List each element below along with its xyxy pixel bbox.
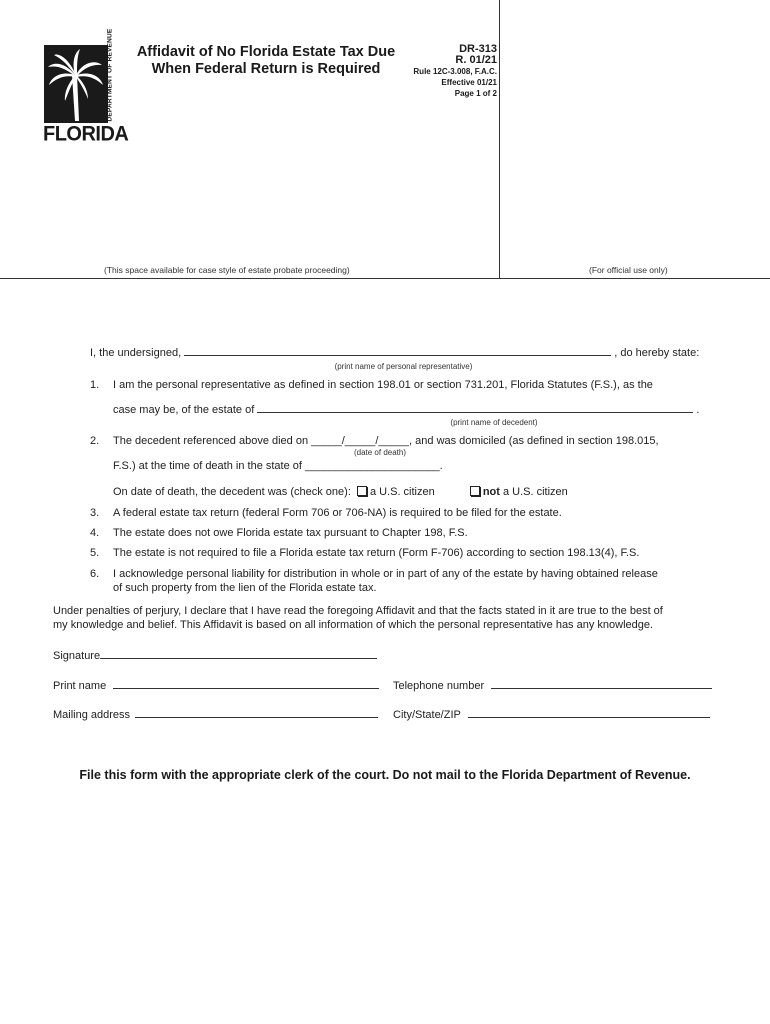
title-line-1: Affidavit of No Florida Estate Tax Due [136,44,396,60]
item-5-text: The estate is not required to file a Florida estate tax return (Form F-706) according to section 198.13(4), F.S. [113,547,640,559]
item-3-text: A federal estate tax return (federal Form 706 or 706-NA) is required to be filed for the estate. [113,507,562,519]
not-us-citizen-label: a U.S. citizen [502,486,568,498]
item-1-number: 1. [90,379,100,391]
florida-logo-text: FLORIDA [43,122,129,146]
form-number: DR-313 [459,43,497,55]
city-state-zip-row [393,709,710,721]
item-2-line-2: F.S.) at the time of death in the state of [113,460,302,472]
signature-label: Signature [53,650,101,662]
title-line-2: When Federal Return is Required [151,61,381,77]
item-2-line-1 [113,435,659,447]
us-citizen-checkbox[interactable] [357,486,367,496]
form-title [126,44,406,78]
signature-field[interactable] [100,658,377,659]
form-revision: R. 01/21 [455,54,497,66]
not-label: not [482,486,500,498]
print-name-row [53,680,379,692]
print-name-label: Print name [53,680,107,692]
print-name-field[interactable] [113,688,379,689]
item-6-number: 6. [90,568,100,580]
header-divider-vertical [499,0,500,279]
signature-row [53,650,377,662]
mailing-address-row [53,709,378,721]
intro-suffix: , do hereby state: [614,347,700,359]
filing-instruction: File this form with the appropriate clerk of the court. Do not mail to the Florida Department of Revenue. [79,768,691,782]
state-field[interactable]: ______________________. [305,460,443,472]
form-number-block [395,44,497,99]
item-2-text-a: The decedent referenced above died on [113,435,309,447]
city-state-zip-field[interactable] [468,717,710,718]
palm-tree-logo [44,45,108,123]
telephone-row [393,680,712,692]
mailing-address-label: Mailing address [53,709,131,721]
item-1-line-2-row: case may be, of the estate of . [113,404,700,416]
item-2-line-2-row [113,460,443,472]
mailing-address-field[interactable] [135,717,378,718]
date-of-death-caption: (date of death) [353,448,407,457]
us-citizen-label: a U.S. citizen [369,486,435,498]
telephone-label: Telephone number [393,680,485,692]
intro-prefix: I, the undersigned, [90,347,182,359]
item-3-number: 3. [90,507,100,519]
decedent-name-caption: (print name of decedent) [450,418,538,427]
representative-name-field[interactable] [184,355,611,356]
not-us-citizen-checkbox[interactable] [470,486,480,496]
city-state-zip-label: City/State/ZIP [393,709,461,721]
form-page: Page 1 of 2 [454,89,497,98]
citizenship-label: On date of death, the decedent was (check one): [113,486,351,498]
representative-name-caption: (print name of personal representative) [334,362,473,371]
intro-line [90,347,699,359]
dept-of-revenue-label: DEPARTMENT OF REVENUE [106,28,114,122]
item-5-number: 5. [90,547,100,559]
item-2-text-b: , and was domiciled (as defined in section 198.015, [409,435,659,447]
case-style-caption: (This space available for case style of estate probate proceeding) [104,265,350,275]
form-rule: Rule 12C-3.008, F.A.C. [413,67,497,76]
perjury-line-1: Under penalties of perjury, I declare that I have read the foregoing Affidavit and that the facts stated in it are true to the best of [53,605,663,617]
perjury-line-2: my knowledge and belief. This Affidavit is based on all information of which the personal representative has any knowledge. [53,619,654,631]
header-divider-horizontal [0,278,770,279]
item-1-line-2: case may be, of the estate of [113,404,255,416]
item-6-line-1: I acknowledge personal liability for distribution in whole or in part of any of the estate by having obtained release [113,568,658,580]
official-use-caption: (For official use only) [589,265,668,275]
item-4-number: 4. [90,527,100,539]
form-effective: Effective 01/21 [441,78,497,87]
decedent-name-field[interactable] [257,412,693,413]
date-of-death-field[interactable]: _____/_____/_____ [311,435,410,447]
item-6-line-2: of such property from the lien of the Florida estate tax. [113,582,377,594]
item-1-line-1: I am the personal representative as defined in section 198.01 or section 731.201, Florida Statutes (F.S.), as the [113,379,653,391]
item-2-number: 2. [90,435,100,447]
item-4-text: The estate does not owe Florida estate tax pursuant to Chapter 198, F.S. [113,527,468,539]
telephone-field[interactable] [491,688,712,689]
citizenship-row [113,486,568,498]
